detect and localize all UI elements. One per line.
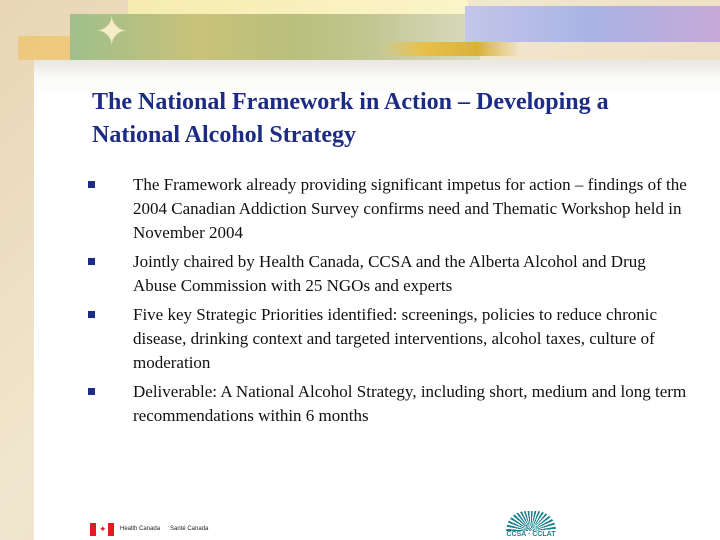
bullet-text: Deliverable: A National Alcohol Strategy, including short, medium and long term recommendations within 6 months xyxy=(133,382,687,425)
square-bullet-icon xyxy=(88,258,95,265)
bullet-text: Jointly chaired by Health Canada, CCSA and the Alberta Alcohol and Drug Abuse Commission with 25 NGOs and experts xyxy=(133,252,646,295)
square-bullet-icon xyxy=(88,311,95,318)
health-canada-text: Health Canada xyxy=(120,526,161,532)
bullet-text: The Framework already providing significant impetus for action – findings of the 2004 Canadian Addiction Survey confirms need and Thematic Workshop held in November 2004 xyxy=(133,175,687,242)
list-item xyxy=(88,173,688,245)
list-item xyxy=(88,250,688,298)
bullet-list xyxy=(88,173,688,433)
slide-title: The National Framework in Action – Developing a National Alcohol Strategy xyxy=(92,89,609,148)
bullet-text: Five key Strategic Priorities identified: screenings, policies to reduce chronic disease, drinking context and targeted interventions, alcohol taxes, culture of moderation xyxy=(133,305,658,372)
square-bullet-icon xyxy=(88,388,95,395)
sante-canada-text: Santé Canada xyxy=(170,526,209,532)
ccsa-logo xyxy=(503,511,559,538)
square-bullet-icon xyxy=(88,181,95,188)
maple-leaf-icon: ✦ xyxy=(95,9,129,54)
ccsa-text: CCSA · CCLAT xyxy=(506,531,556,538)
list-item xyxy=(88,303,688,375)
ccsa-arc-icon xyxy=(506,511,556,531)
health-canada-logo xyxy=(90,523,214,536)
flower-banner-image xyxy=(465,6,720,42)
wheat-image xyxy=(380,42,520,56)
list-item xyxy=(88,380,688,428)
canada-flag-icon: ✦ xyxy=(90,523,114,536)
